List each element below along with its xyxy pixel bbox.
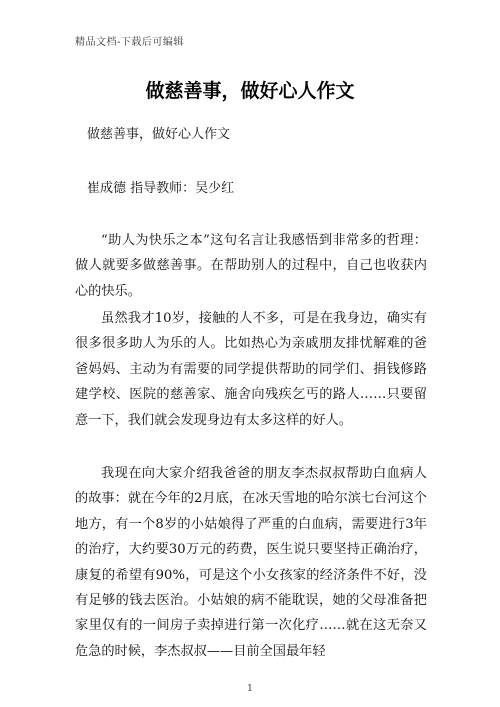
paragraph-1: “助人为快乐之本”这句名言让我感悟到非常多的哲理：做人就要多做慈善事。在帮助别人的过程中，自己也收获内心的快乐。 (75, 233, 427, 299)
page-number: 1 (247, 684, 253, 694)
author-line: 崔成德 指导教师：吴少红 (87, 181, 235, 196)
paragraph-3: 我现在向大家介绍我爸爸的朋友李杰叔叔帮助白血病人的故事：就在今年的2月底，在冰天雪地的哈尔滨七台河这个地方，有一个8岁的小姑娘得了严重的白血病，需要进行3年的治疗，大约要30万元的药费，医生说只要坚持正确治疗，康复的希望有90%，可是这个小女孩家的经济条件不好，没有足够的钱去医治。小姑娘的病不能耽误，她的父母准备把家里仅有的一间房子卖掉进行第一次化疗……就在这无奈又危急的时候，李杰叔叔——目前全国最年轻 (75, 466, 427, 659)
subtitle: 做慈善事，做好心人作文 (87, 127, 231, 142)
paragraph-2: 虽然我才10岁，接触的人不多，可是在我身边，确实有很多很多助人为乐的人。比如热心为亲戚朋友排忧解难的爸爸妈妈、主动为有需要的同学提供帮助的同学们、捐钱修路建学校、医院的慈善家、施舍向残疾乞丐的路人……只要留意一下，我们就会发现身边有太多这样的好人。 (75, 311, 427, 428)
page-header: 精品文档-下载后可编辑 (75, 37, 184, 48)
document-title: 做慈善事，做好心人作文 (145, 80, 355, 102)
